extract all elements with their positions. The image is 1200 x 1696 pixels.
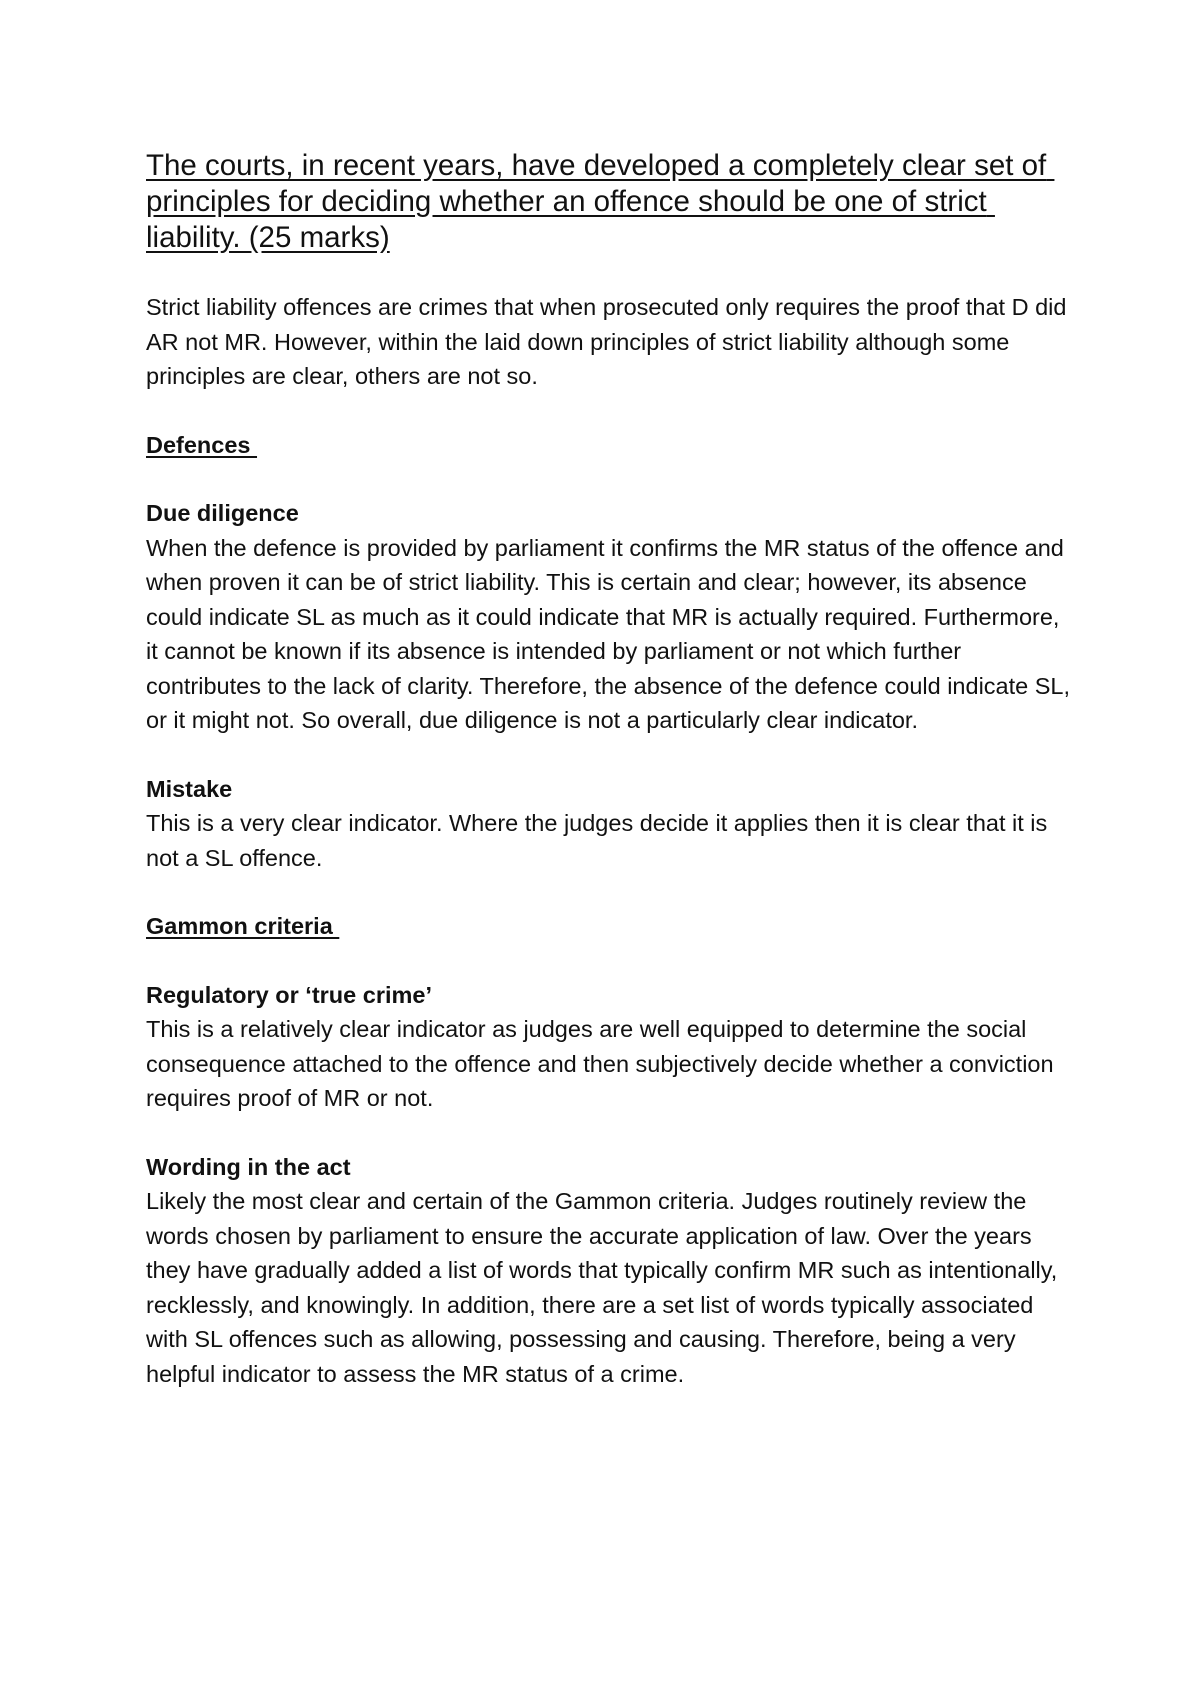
subsection-text-due-diligence: When the defence is provided by parliament it confirms the MR status of the offence and when proven it can be of strict liability. This is certain and clear; however, its absence could indicate SL as much as it could indicate that MR is actually required. Furthermore, it cannot be known if its absence is intended by parliament or not which further contributes to the lack of clarity. Therefore, the absence of the defence could indicate SL, or it might not. So overall, due diligence is not a particularly clear indicator. <box>146 534 1077 733</box>
section-defences <box>146 428 1076 876</box>
subsection-regulatory-or-true-crime <box>146 978 1076 1116</box>
intro-paragraph: Strict liability offences are crimes that when prosecuted only requires the proof that D did AR not MR. However, within the laid down principles of strict liability although some principles are clear, others are not so. <box>146 294 1072 389</box>
section-heading-defences: Defences <box>146 431 258 458</box>
subsection-wording-in-the-act <box>146 1150 1076 1392</box>
subsection-text-regulatory: This is a relatively clear indicator as judges are well equipped to determine the social consequence attached to the offence and then subjectively decide whether a conviction requires proof of MR or not. <box>146 1016 1061 1111</box>
subsection-heading-due-diligence: Due diligence <box>146 500 299 526</box>
subsection-due-diligence <box>146 496 1076 738</box>
subsection-text-mistake: This is a very clear indicator. Where the judges decide it applies then it is clear that it is not a SL offence. <box>146 810 1054 871</box>
subsection-mistake <box>146 772 1076 876</box>
section-heading-gammon-criteria: Gammon criteria <box>146 913 340 939</box>
subsection-heading-regulatory: Regulatory or ‘true crime’ <box>146 981 432 1008</box>
subsection-heading-wording: Wording in the act <box>146 1153 351 1180</box>
section-gammon-criteria <box>146 909 1076 1391</box>
subsection-text-wording: Likely the most clear and certain of the Gammon criteria. Judges routinely review the words chosen by parliament to ensure the accurate application of law. Over the years they have gradually added a list of words that typically confirm MR such as intentionally, recklessly, and knowingly. In addition, there are a set list of words typically associated with SL offences such as allowing, possessing and causing. Therefore, being a very helpful indicator to assess the MR status of a crime. <box>146 1188 1064 1387</box>
subsection-heading-mistake: Mistake <box>146 775 233 802</box>
document-page <box>146 148 1076 1425</box>
essay-question-title: The courts, in recent years, have developed a completely clear set of principles for deciding whether an offence should be one of strict liability. (25 marks) <box>146 149 1055 254</box>
